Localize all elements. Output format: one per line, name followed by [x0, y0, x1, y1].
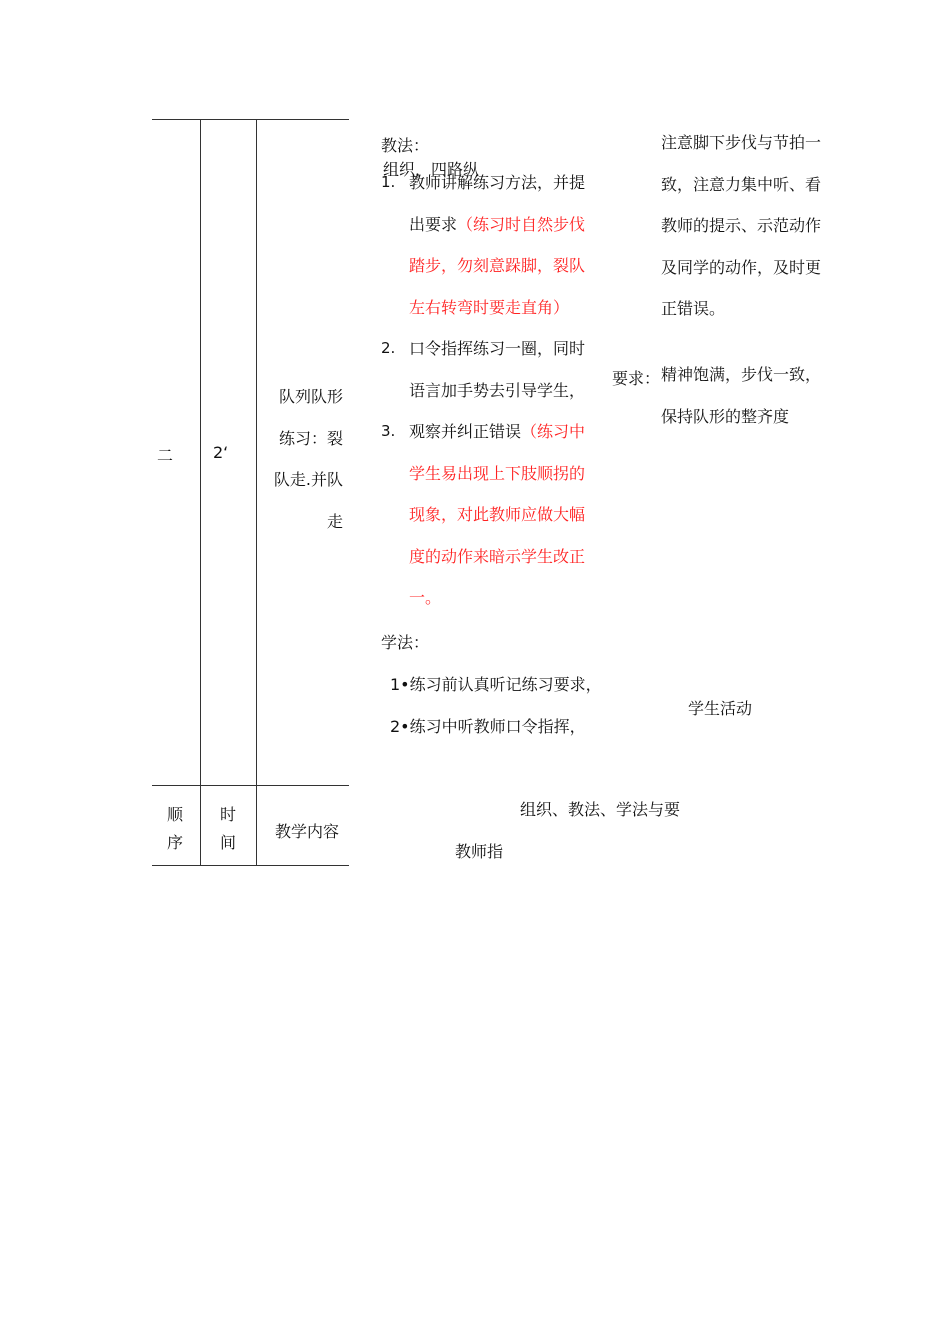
attention-line: 致，注意力集中听、看	[661, 174, 822, 194]
method-line	[409, 204, 585, 246]
method-text: 出要求	[409, 214, 458, 234]
col-divider-1	[200, 119, 201, 865]
method-note-red: 学生易出现上下肢顺拐的	[409, 463, 586, 483]
method-note-red: （练习中	[521, 422, 586, 441]
attention-line: 正错误。	[661, 299, 726, 318]
method-line	[409, 577, 585, 619]
method-line	[409, 162, 585, 204]
requirement-line: 精神饱满，步伐一致，	[661, 365, 822, 384]
header-cut-1: 组织、教法、学法与要	[520, 800, 681, 819]
table-top-line	[152, 119, 349, 120]
org-cut-text-content: 组织，四路纵	[383, 160, 480, 179]
method-item-number: 1.	[381, 173, 396, 191]
student-activity-heading: 学生活动	[688, 699, 753, 718]
attention-line: 教师的提示、示范动作	[661, 216, 822, 235]
study-item-2: 2•练习中听教师口令指挥，	[390, 717, 586, 736]
table-bottom-line	[152, 865, 349, 866]
method-text: 口令指挥练习一圈，同时	[409, 339, 586, 358]
requirement-line: 保持队形的整齐度	[661, 406, 790, 426]
method-item	[381, 162, 585, 328]
order-cell: 二	[157, 446, 174, 465]
content-line: 队列队形	[278, 387, 343, 406]
method-note-red: 左右转弯时要走直角）	[409, 297, 570, 317]
table-mid-line	[152, 785, 349, 786]
method-line	[409, 328, 585, 370]
col-divider-2	[256, 119, 257, 865]
teacher-method-list	[381, 162, 585, 619]
content-cell	[274, 376, 343, 542]
method-item-number: 2.	[381, 339, 396, 357]
method-item	[381, 328, 585, 411]
method-item-number: 3.	[381, 422, 396, 440]
attention-line: 及同学的动作，及时更	[661, 257, 822, 277]
content-line: 队走.并队	[273, 470, 343, 489]
method-line	[409, 287, 585, 329]
method-label: 教法：	[381, 136, 430, 155]
method-line	[409, 370, 585, 412]
method-line	[409, 245, 585, 287]
header-content: 教学内容	[275, 822, 340, 841]
requirement-text	[661, 354, 821, 437]
method-line	[409, 494, 585, 536]
method-note-red: 踏步，勿刻意跺脚，裂队	[409, 256, 586, 275]
method-line	[409, 536, 585, 578]
study-item-1: 1•练习前认真听记练习要求，	[390, 675, 602, 694]
method-line	[409, 453, 585, 495]
content-line: 走	[326, 511, 343, 531]
attention-text	[661, 122, 821, 330]
method-text: 教师讲解练习方法，并提	[409, 173, 586, 192]
requirement-label: 要求：	[612, 369, 661, 388]
attention-line: 注意脚下步伐与节拍一	[661, 133, 822, 152]
method-note-red: 现象，对此教师应做大幅	[409, 505, 586, 524]
method-note-red: （练习时自然步伐	[457, 214, 586, 234]
method-text: 观察并纠正错误	[409, 422, 522, 441]
content-line: 练习：裂	[278, 428, 343, 448]
header-time: 时 间	[220, 805, 237, 852]
method-line	[409, 411, 585, 453]
header-order: 顺 序	[167, 805, 184, 852]
time-cell: 2‘	[213, 443, 229, 462]
method-note-red: 度的动作来暗示学生改正	[409, 546, 586, 566]
header-cut-2: 教师指	[455, 842, 504, 861]
study-label: 学法：	[381, 633, 430, 652]
method-text: 语言加手势去引导学生，	[409, 380, 586, 400]
method-note-red: 一。	[409, 588, 442, 607]
method-item	[381, 411, 585, 619]
